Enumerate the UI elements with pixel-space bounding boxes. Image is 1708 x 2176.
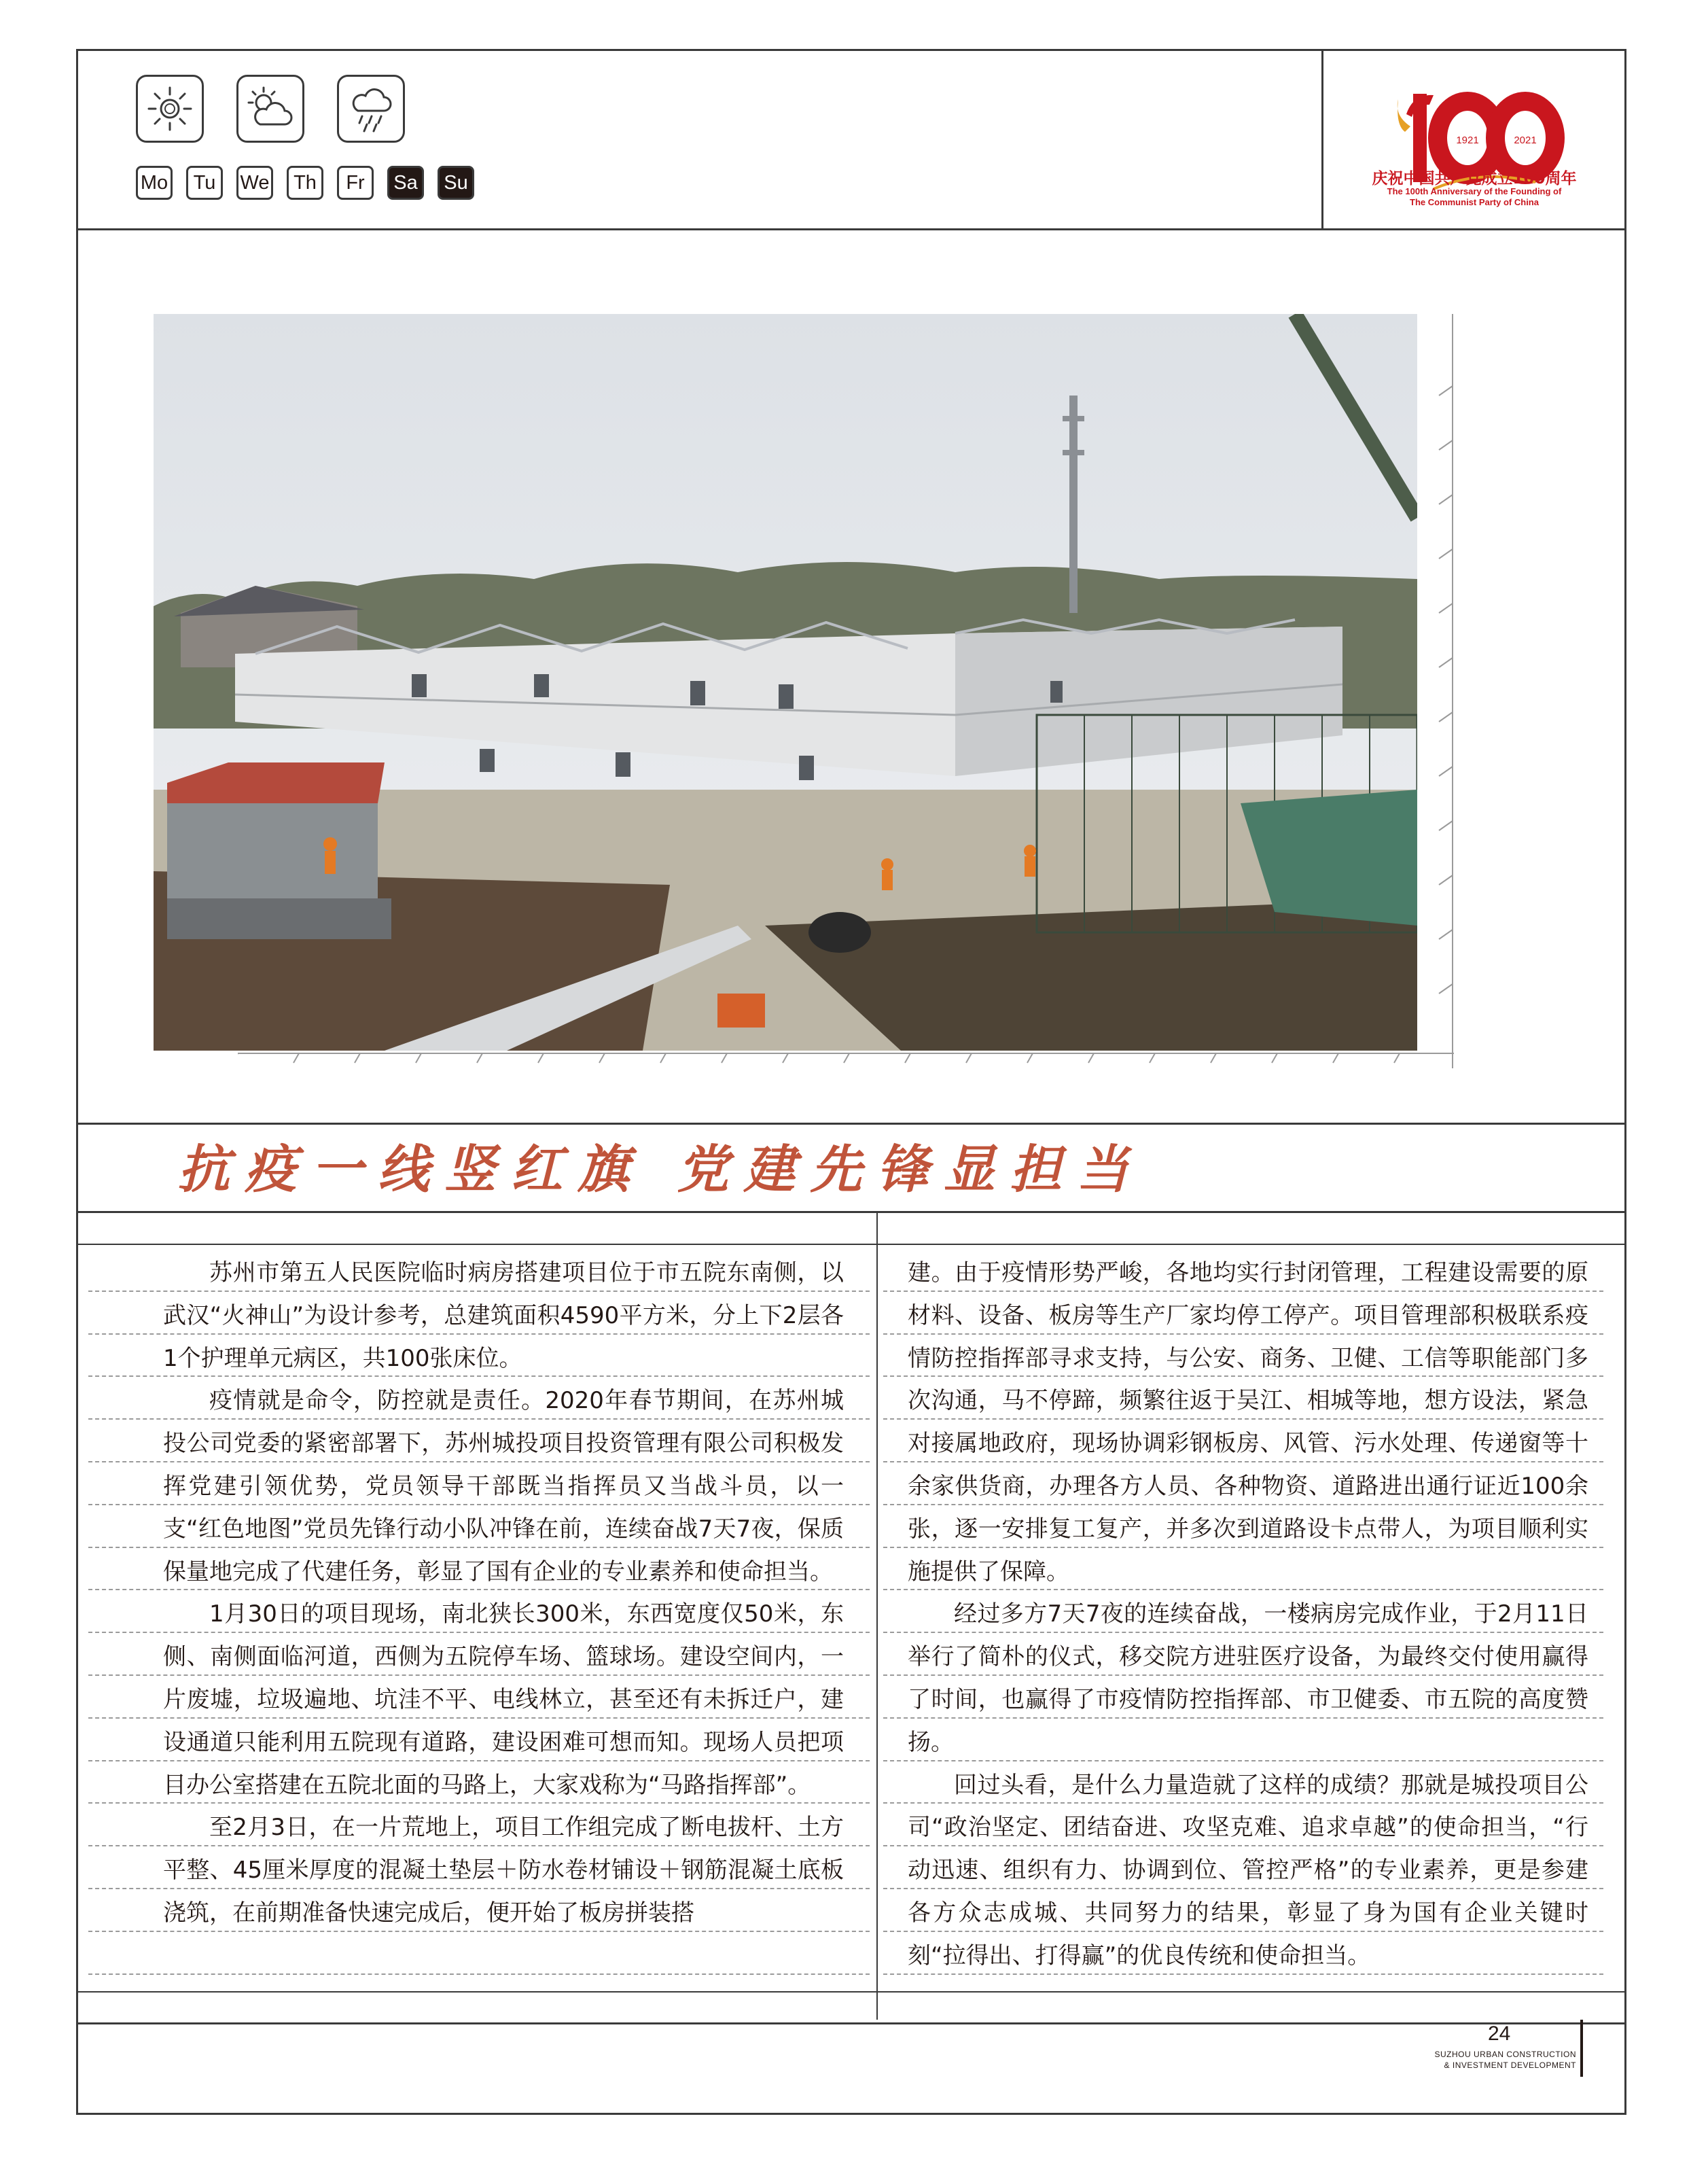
day-we: We — [236, 166, 273, 200]
logo-caption-en-2: The Communist Party of China — [1410, 197, 1539, 207]
logo-divider — [1321, 49, 1323, 230]
ruled-line — [88, 1973, 870, 1975]
paragraph: 回过头看，是什么力量造就了这样的成绩？那就是城投项目公司“政治坚定、团结奋进、攻坚克难、追求卓越”的使命担当，“行动迅速、组织有力、协调到位、管控严格”的专业素养，更是参建各方众志成城、共同努力的结果，彰显了身为国有企业关键时刻“拉得出、打得赢”的优良传统和使命担当。 — [908, 1771, 1588, 1969]
paragraph: 至2月3日，在一片荒地上，项目工作组完成了断电拔杆、土方平整、45厘米厚度的混凝土垫层＋防水卷材铺设＋钢筋混凝土底板浇筑，在前期准备快速完成后，便开始了板房拼装搭 — [163, 1814, 844, 1927]
day-tu: Tu — [186, 166, 223, 200]
logo-caption-en-1: The 100th Anniversary of the Founding of — [1387, 186, 1562, 196]
heading-bottom-rule — [76, 1211, 1626, 1213]
heading-top-rule — [76, 1123, 1626, 1125]
day-mo: Mo — [136, 166, 173, 200]
paragraph: 1月30日的项目现场，南北狭长300米，东西宽度仅50米，东侧、南侧面临河道，西侧为五院停车场、篮球场。建设空间内，一片废墟，垃圾遍地、坑洼不平、电线林立，甚至还有未拆迁户，建设通道只能利用五院现有道路，建设困难可想而知。现场人员把项目办公室搭建在五院北面的马路上，大家戏称为“马路指挥部”。 — [163, 1600, 844, 1799]
footer-publication-line-2: & INVESTMENT DEVELOPMENT — [1444, 2060, 1576, 2070]
construction-site-photo — [154, 314, 1417, 1051]
article-heading: 抗疫一线竖红旗 党建先锋显担当 — [178, 1139, 1143, 1199]
day-fr: Fr — [337, 166, 374, 200]
partly-cloudy-icon — [236, 75, 304, 143]
logo-year-left: 1921 — [1456, 135, 1479, 146]
body-bottom-rule — [76, 1991, 1626, 1993]
rain-cloud-icon — [337, 75, 405, 143]
footer-bar — [1580, 2020, 1583, 2077]
page-number: 24 — [1488, 2022, 1511, 2045]
day-su: Su — [438, 166, 474, 200]
sun-icon — [136, 75, 204, 143]
article-column-right — [908, 1252, 1588, 1978]
day-sa: Sa — [387, 166, 424, 200]
logo-caption-cn: 庆祝中国共产党成立100周年 — [1372, 170, 1577, 188]
ruler-decoration-bottom — [238, 1052, 1461, 1072]
column-divider — [876, 1211, 878, 2020]
header-divider — [76, 228, 1626, 230]
logo-year-right: 2021 — [1514, 135, 1537, 146]
footer-publication-line-1: SUZHOU URBAN CONSTRUCTION — [1434, 2050, 1576, 2059]
paragraph: 疫情就是命令，防控就是责任。2020年春节期间，在苏州城投公司党委的紧密部署下，苏州城投项目投资管理有限公司积极发挥党建引领优势，党员领导干部既当指挥员又当战斗员，以一支“红色地图”党员先锋行动小队冲锋在前，连续奋战7天7夜，保质保量地完成了代建任务，彰显了国有企业的专业素养和使命担当。 — [163, 1387, 844, 1585]
article-column-left — [163, 1252, 844, 1935]
ruler-decoration-right — [1420, 314, 1461, 1068]
paragraph: 经过多方7天7夜的连续奋战，一楼病房完成作业，于2月11日举行了简朴的仪式，移交院方进驻医疗设备，为最终交付使用赢得了时间，也赢得了市疫情防控指挥部、市卫健委、市五院的高度赞扬。 — [908, 1600, 1588, 1756]
day-th: Th — [287, 166, 323, 200]
footer-rule — [76, 2022, 1626, 2024]
paragraph: 建。由于疫情形势严峻，各地均实行封闭管理，工程建设需要的原材料、设备、板房等生产厂家均停工停产。项目管理部积极联系疫情防控指挥部寻求支持，与公安、商务、卫健、工信等职能部门多次沟通，马不停蹄，频繁往返于吴江、相城等地，想方设法，紧急对接属地政府，现场协调彩钢板房、风管、污水处理、传递窗等十余家供货商，办理各方人员、各种物资、道路进出通行证近100余张，逐一安排复工复产，并多次到道路设卡点带人，为项目顺利实施提供了保障。 — [908, 1259, 1588, 1585]
heading-sub-rule — [76, 1244, 1626, 1245]
paragraph: 苏州市第五人民医院临时病房搭建项目位于市五院东南侧，以武汉“火神山”为设计参考，总建筑面积4590平方米，分上下2层各1个护理单元病区，共100张床位。 — [163, 1259, 844, 1372]
